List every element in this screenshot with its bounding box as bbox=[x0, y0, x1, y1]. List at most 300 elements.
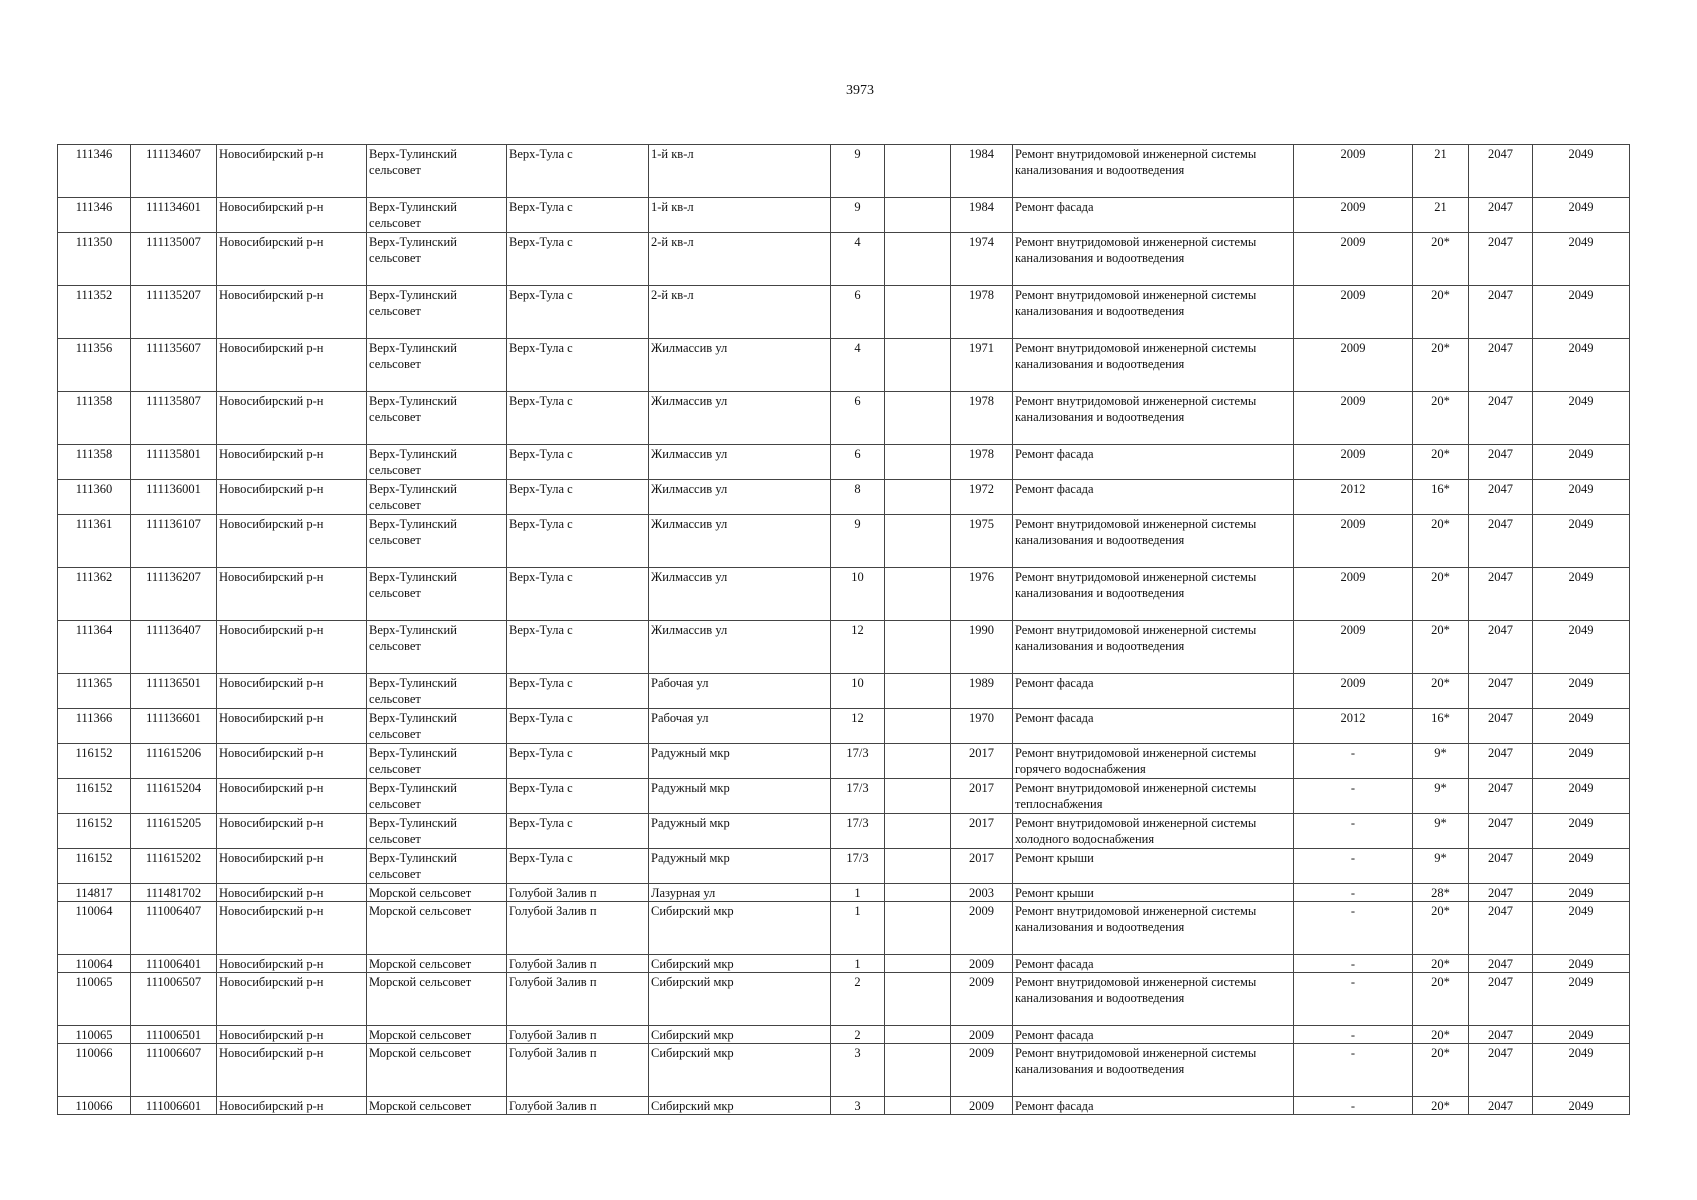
table-row bbox=[58, 392, 1630, 445]
cell-repair-start-year: 2047 bbox=[1469, 744, 1533, 779]
cell-locality: Верх-Тула с bbox=[507, 392, 649, 445]
cell-house-number: 4 bbox=[831, 233, 885, 286]
cell-locality: Голубой Залив п bbox=[507, 1026, 649, 1044]
cell-work-type: Ремонт фасада bbox=[1013, 1097, 1294, 1115]
cell-work-type: Ремонт внутридомовой инженерной системы канализования и водоотведения bbox=[1013, 392, 1294, 445]
cell-house-id: 110064 bbox=[58, 902, 131, 955]
cell-work-type: Ремонт внутридомовой инженерной системы канализования и водоотведения bbox=[1013, 902, 1294, 955]
cell-repair-start-year: 2047 bbox=[1469, 849, 1533, 884]
table-row bbox=[58, 233, 1630, 286]
cell-building bbox=[885, 480, 951, 515]
cell-last-repair-year: 2012 bbox=[1294, 709, 1413, 744]
cell-house-number: 3 bbox=[831, 1097, 885, 1115]
cell-record-id: 111135807 bbox=[131, 392, 217, 445]
cell-work-type: Ремонт внутридомовой инженерной системы канализования и водоотведения bbox=[1013, 233, 1294, 286]
cell-district: Новосибирский р-н bbox=[217, 955, 367, 973]
cell-repair-start-year: 2047 bbox=[1469, 1097, 1533, 1115]
cell-building bbox=[885, 849, 951, 884]
cell-building bbox=[885, 1044, 951, 1097]
cell-house-id: 116152 bbox=[58, 744, 131, 779]
cell-district: Новосибирский р-н bbox=[217, 744, 367, 779]
cell-year-built: 1978 bbox=[951, 392, 1013, 445]
cell-district: Новосибирский р-н bbox=[217, 568, 367, 621]
cell-house-number: 17/3 bbox=[831, 814, 885, 849]
cell-record-id: 111481702 bbox=[131, 884, 217, 902]
cell-repair-start-year: 2047 bbox=[1469, 814, 1533, 849]
cell-locality: Верх-Тула с bbox=[507, 445, 649, 480]
cell-house-number: 17/3 bbox=[831, 744, 885, 779]
cell-settlement: Верх-Тулинский сельсовет bbox=[367, 674, 507, 709]
cell-repair-end-year: 2049 bbox=[1533, 392, 1630, 445]
cell-work-type: Ремонт внутридомовой инженерной системы канализования и водоотведения bbox=[1013, 145, 1294, 198]
cell-repair-start-year: 2047 bbox=[1469, 973, 1533, 1026]
cell-repair-end-year: 2049 bbox=[1533, 515, 1630, 568]
cell-work-type: Ремонт фасада bbox=[1013, 709, 1294, 744]
cell-year-built: 2003 bbox=[951, 884, 1013, 902]
cell-building bbox=[885, 902, 951, 955]
cell-repair-end-year: 2049 bbox=[1533, 849, 1630, 884]
cell-street: Жилмассив ул bbox=[649, 392, 831, 445]
cell-wear-percent: 20* bbox=[1413, 955, 1469, 973]
cell-house-number: 17/3 bbox=[831, 779, 885, 814]
cell-record-id: 111006401 bbox=[131, 955, 217, 973]
table-row bbox=[58, 849, 1630, 884]
cell-repair-start-year: 2047 bbox=[1469, 779, 1533, 814]
cell-house-id: 111356 bbox=[58, 339, 131, 392]
cell-settlement: Морской сельсовет bbox=[367, 973, 507, 1026]
table-row bbox=[58, 955, 1630, 973]
cell-locality: Верх-Тула с bbox=[507, 814, 649, 849]
cell-settlement: Морской сельсовет bbox=[367, 1097, 507, 1115]
cell-wear-percent: 9* bbox=[1413, 814, 1469, 849]
table-row bbox=[58, 1026, 1630, 1044]
cell-house-number: 1 bbox=[831, 955, 885, 973]
cell-wear-percent: 21 bbox=[1413, 145, 1469, 198]
cell-repair-end-year: 2049 bbox=[1533, 1044, 1630, 1097]
cell-record-id: 111136501 bbox=[131, 674, 217, 709]
cell-house-id: 111346 bbox=[58, 145, 131, 198]
cell-house-id: 111350 bbox=[58, 233, 131, 286]
cell-house-number: 3 bbox=[831, 1044, 885, 1097]
cell-year-built: 1976 bbox=[951, 568, 1013, 621]
cell-last-repair-year: - bbox=[1294, 884, 1413, 902]
cell-district: Новосибирский р-н bbox=[217, 480, 367, 515]
cell-settlement: Верх-Тулинский сельсовет bbox=[367, 286, 507, 339]
table-row bbox=[58, 145, 1630, 198]
cell-house-id: 111360 bbox=[58, 480, 131, 515]
table-row bbox=[58, 973, 1630, 1026]
cell-last-repair-year: - bbox=[1294, 902, 1413, 955]
cell-house-id: 110064 bbox=[58, 955, 131, 973]
cell-repair-start-year: 2047 bbox=[1469, 286, 1533, 339]
cell-house-id: 110065 bbox=[58, 973, 131, 1026]
cell-house-id: 111365 bbox=[58, 674, 131, 709]
cell-house-number: 12 bbox=[831, 621, 885, 674]
cell-repair-end-year: 2049 bbox=[1533, 286, 1630, 339]
cell-building bbox=[885, 814, 951, 849]
table-row bbox=[58, 480, 1630, 515]
cell-building bbox=[885, 568, 951, 621]
cell-house-id: 116152 bbox=[58, 779, 131, 814]
cell-repair-start-year: 2047 bbox=[1469, 198, 1533, 233]
cell-work-type: Ремонт внутридомовой инженерной системы теплоснабжения bbox=[1013, 779, 1294, 814]
page-number: 3973 bbox=[846, 83, 874, 98]
cell-house-number: 6 bbox=[831, 445, 885, 480]
cell-year-built: 2009 bbox=[951, 973, 1013, 1026]
cell-work-type: Ремонт фасада bbox=[1013, 1026, 1294, 1044]
cell-house-number: 8 bbox=[831, 480, 885, 515]
cell-record-id: 111135207 bbox=[131, 286, 217, 339]
cell-building bbox=[885, 884, 951, 902]
cell-last-repair-year: - bbox=[1294, 814, 1413, 849]
cell-record-id: 111136001 bbox=[131, 480, 217, 515]
cell-last-repair-year: 2009 bbox=[1294, 515, 1413, 568]
cell-street: Жилмассив ул bbox=[649, 515, 831, 568]
cell-repair-end-year: 2049 bbox=[1533, 480, 1630, 515]
cell-wear-percent: 20* bbox=[1413, 1044, 1469, 1097]
cell-year-built: 2017 bbox=[951, 779, 1013, 814]
cell-repair-end-year: 2049 bbox=[1533, 744, 1630, 779]
cell-work-type: Ремонт внутридомовой инженерной системы канализования и водоотведения bbox=[1013, 339, 1294, 392]
cell-wear-percent: 20* bbox=[1413, 1097, 1469, 1115]
cell-building bbox=[885, 955, 951, 973]
cell-house-id: 111364 bbox=[58, 621, 131, 674]
cell-street: Сибирский мкр bbox=[649, 1026, 831, 1044]
cell-house-id: 111362 bbox=[58, 568, 131, 621]
cell-year-built: 2009 bbox=[951, 1097, 1013, 1115]
cell-wear-percent: 20* bbox=[1413, 515, 1469, 568]
cell-building bbox=[885, 515, 951, 568]
cell-work-type: Ремонт внутридомовой инженерной системы канализования и водоотведения bbox=[1013, 1044, 1294, 1097]
cell-district: Новосибирский р-н bbox=[217, 515, 367, 568]
cell-wear-percent: 16* bbox=[1413, 709, 1469, 744]
table-row bbox=[58, 515, 1630, 568]
cell-repair-start-year: 2047 bbox=[1469, 445, 1533, 480]
cell-repair-start-year: 2047 bbox=[1469, 1026, 1533, 1044]
cell-house-number: 2 bbox=[831, 973, 885, 1026]
cell-settlement: Морской сельсовет bbox=[367, 1044, 507, 1097]
cell-repair-end-year: 2049 bbox=[1533, 198, 1630, 233]
cell-year-built: 2009 bbox=[951, 1026, 1013, 1044]
cell-street: Жилмассив ул bbox=[649, 621, 831, 674]
cell-repair-start-year: 2047 bbox=[1469, 568, 1533, 621]
cell-house-id: 114817 bbox=[58, 884, 131, 902]
cell-settlement: Верх-Тулинский сельсовет bbox=[367, 744, 507, 779]
cell-wear-percent: 20* bbox=[1413, 568, 1469, 621]
cell-house-number: 1 bbox=[831, 884, 885, 902]
cell-wear-percent: 20* bbox=[1413, 902, 1469, 955]
cell-street: Жилмассив ул bbox=[649, 480, 831, 515]
table-row bbox=[58, 621, 1630, 674]
cell-locality: Верх-Тула с bbox=[507, 515, 649, 568]
cell-settlement: Морской сельсовет bbox=[367, 955, 507, 973]
table-row bbox=[58, 568, 1630, 621]
cell-locality: Голубой Залив п bbox=[507, 1097, 649, 1115]
cell-street: 2-й кв-л bbox=[649, 286, 831, 339]
cell-last-repair-year: - bbox=[1294, 1044, 1413, 1097]
cell-house-id: 110065 bbox=[58, 1026, 131, 1044]
cell-last-repair-year: - bbox=[1294, 1097, 1413, 1115]
cell-locality: Голубой Залив п bbox=[507, 973, 649, 1026]
cell-street: Сибирский мкр bbox=[649, 973, 831, 1026]
cell-house-number: 10 bbox=[831, 568, 885, 621]
cell-repair-end-year: 2049 bbox=[1533, 884, 1630, 902]
table-row bbox=[58, 814, 1630, 849]
cell-record-id: 111615202 bbox=[131, 849, 217, 884]
cell-house-number: 9 bbox=[831, 198, 885, 233]
table-row bbox=[58, 1097, 1630, 1115]
cell-locality: Верх-Тула с bbox=[507, 744, 649, 779]
cell-last-repair-year: 2009 bbox=[1294, 621, 1413, 674]
cell-building bbox=[885, 233, 951, 286]
table-row bbox=[58, 779, 1630, 814]
cell-record-id: 111006407 bbox=[131, 902, 217, 955]
cell-work-type: Ремонт фасада bbox=[1013, 955, 1294, 973]
cell-settlement: Верх-Тулинский сельсовет bbox=[367, 621, 507, 674]
cell-house-number: 12 bbox=[831, 709, 885, 744]
repair-registry-table bbox=[57, 144, 1630, 1115]
cell-wear-percent: 20* bbox=[1413, 339, 1469, 392]
cell-house-number: 17/3 bbox=[831, 849, 885, 884]
cell-district: Новосибирский р-н bbox=[217, 709, 367, 744]
cell-record-id: 111615206 bbox=[131, 744, 217, 779]
cell-last-repair-year: 2009 bbox=[1294, 392, 1413, 445]
cell-year-built: 2017 bbox=[951, 849, 1013, 884]
cell-district: Новосибирский р-н bbox=[217, 392, 367, 445]
cell-settlement: Верх-Тулинский сельсовет bbox=[367, 779, 507, 814]
cell-district: Новосибирский р-н bbox=[217, 779, 367, 814]
cell-settlement: Верх-Тулинский сельсовет bbox=[367, 339, 507, 392]
cell-house-id: 111366 bbox=[58, 709, 131, 744]
cell-record-id: 111006607 bbox=[131, 1044, 217, 1097]
cell-district: Новосибирский р-н bbox=[217, 849, 367, 884]
cell-house-id: 110066 bbox=[58, 1097, 131, 1115]
cell-work-type: Ремонт фасада bbox=[1013, 480, 1294, 515]
cell-work-type: Ремонт крыши bbox=[1013, 884, 1294, 902]
cell-last-repair-year: - bbox=[1294, 779, 1413, 814]
cell-repair-start-year: 2047 bbox=[1469, 902, 1533, 955]
cell-building bbox=[885, 392, 951, 445]
cell-record-id: 111136407 bbox=[131, 621, 217, 674]
cell-record-id: 111615204 bbox=[131, 779, 217, 814]
cell-street: Жилмассив ул bbox=[649, 445, 831, 480]
cell-year-built: 2009 bbox=[951, 902, 1013, 955]
cell-repair-start-year: 2047 bbox=[1469, 233, 1533, 286]
cell-locality: Верх-Тула с bbox=[507, 480, 649, 515]
cell-record-id: 111135607 bbox=[131, 339, 217, 392]
cell-building bbox=[885, 445, 951, 480]
cell-repair-start-year: 2047 bbox=[1469, 1044, 1533, 1097]
cell-settlement: Морской сельсовет bbox=[367, 1026, 507, 1044]
cell-settlement: Верх-Тулинский сельсовет bbox=[367, 814, 507, 849]
cell-work-type: Ремонт фасада bbox=[1013, 445, 1294, 480]
cell-building bbox=[885, 286, 951, 339]
cell-record-id: 111136207 bbox=[131, 568, 217, 621]
cell-locality: Голубой Залив п bbox=[507, 955, 649, 973]
cell-year-built: 1975 bbox=[951, 515, 1013, 568]
cell-building bbox=[885, 779, 951, 814]
cell-street: Лазурная ул bbox=[649, 884, 831, 902]
cell-last-repair-year: - bbox=[1294, 973, 1413, 1026]
cell-building bbox=[885, 709, 951, 744]
cell-house-number: 6 bbox=[831, 286, 885, 339]
cell-repair-start-year: 2047 bbox=[1469, 339, 1533, 392]
cell-settlement: Верх-Тулинский сельсовет bbox=[367, 198, 507, 233]
cell-locality: Голубой Залив п bbox=[507, 1044, 649, 1097]
cell-settlement: Верх-Тулинский сельсовет bbox=[367, 515, 507, 568]
cell-year-built: 1970 bbox=[951, 709, 1013, 744]
cell-settlement: Верх-Тулинский сельсовет bbox=[367, 568, 507, 621]
cell-work-type: Ремонт внутридомовой инженерной системы горячего водоснабжения bbox=[1013, 744, 1294, 779]
cell-repair-end-year: 2049 bbox=[1533, 621, 1630, 674]
cell-record-id: 111615205 bbox=[131, 814, 217, 849]
cell-last-repair-year: - bbox=[1294, 955, 1413, 973]
cell-repair-end-year: 2049 bbox=[1533, 1026, 1630, 1044]
cell-year-built: 2017 bbox=[951, 744, 1013, 779]
cell-repair-end-year: 2049 bbox=[1533, 1097, 1630, 1115]
cell-year-built: 1989 bbox=[951, 674, 1013, 709]
cell-last-repair-year: 2009 bbox=[1294, 198, 1413, 233]
cell-district: Новосибирский р-н bbox=[217, 1044, 367, 1097]
cell-wear-percent: 9* bbox=[1413, 849, 1469, 884]
cell-settlement: Морской сельсовет bbox=[367, 884, 507, 902]
cell-settlement: Верх-Тулинский сельсовет bbox=[367, 233, 507, 286]
cell-locality: Верх-Тула с bbox=[507, 339, 649, 392]
cell-building bbox=[885, 674, 951, 709]
cell-district: Новосибирский р-н bbox=[217, 884, 367, 902]
cell-street: Сибирский мкр bbox=[649, 902, 831, 955]
cell-settlement: Верх-Тулинский сельсовет bbox=[367, 392, 507, 445]
cell-locality: Верх-Тула с bbox=[507, 568, 649, 621]
cell-locality: Верх-Тула с bbox=[507, 621, 649, 674]
cell-year-built: 1984 bbox=[951, 145, 1013, 198]
table-row bbox=[58, 339, 1630, 392]
cell-record-id: 111134607 bbox=[131, 145, 217, 198]
cell-repair-start-year: 2047 bbox=[1469, 621, 1533, 674]
cell-year-built: 1978 bbox=[951, 445, 1013, 480]
table-row bbox=[58, 709, 1630, 744]
cell-district: Новосибирский р-н bbox=[217, 445, 367, 480]
cell-repair-start-year: 2047 bbox=[1469, 709, 1533, 744]
cell-record-id: 111134601 bbox=[131, 198, 217, 233]
cell-wear-percent: 20* bbox=[1413, 621, 1469, 674]
cell-wear-percent: 20* bbox=[1413, 973, 1469, 1026]
cell-work-type: Ремонт внутридомовой инженерной системы канализования и водоотведения bbox=[1013, 621, 1294, 674]
cell-house-id: 111352 bbox=[58, 286, 131, 339]
cell-repair-end-year: 2049 bbox=[1533, 902, 1630, 955]
cell-district: Новосибирский р-н bbox=[217, 1026, 367, 1044]
cell-district: Новосибирский р-н bbox=[217, 973, 367, 1026]
cell-repair-end-year: 2049 bbox=[1533, 955, 1630, 973]
cell-house-id: 116152 bbox=[58, 849, 131, 884]
cell-street: Жилмассив ул bbox=[649, 568, 831, 621]
cell-last-repair-year: 2009 bbox=[1294, 339, 1413, 392]
cell-record-id: 111006501 bbox=[131, 1026, 217, 1044]
cell-district: Новосибирский р-н bbox=[217, 198, 367, 233]
cell-last-repair-year: 2012 bbox=[1294, 480, 1413, 515]
cell-last-repair-year: 2009 bbox=[1294, 568, 1413, 621]
cell-repair-start-year: 2047 bbox=[1469, 955, 1533, 973]
cell-year-built: 1974 bbox=[951, 233, 1013, 286]
cell-street: 1-й кв-л bbox=[649, 145, 831, 198]
cell-street: Радужный мкр bbox=[649, 744, 831, 779]
cell-wear-percent: 20* bbox=[1413, 1026, 1469, 1044]
cell-building bbox=[885, 1097, 951, 1115]
cell-last-repair-year: 2009 bbox=[1294, 233, 1413, 286]
cell-locality: Верх-Тула с bbox=[507, 709, 649, 744]
cell-year-built: 1971 bbox=[951, 339, 1013, 392]
cell-repair-start-year: 2047 bbox=[1469, 145, 1533, 198]
cell-street: Радужный мкр bbox=[649, 814, 831, 849]
cell-last-repair-year: 2009 bbox=[1294, 674, 1413, 709]
cell-street: Сибирский мкр bbox=[649, 1044, 831, 1097]
cell-repair-end-year: 2049 bbox=[1533, 814, 1630, 849]
cell-record-id: 111135007 bbox=[131, 233, 217, 286]
cell-record-id: 111136601 bbox=[131, 709, 217, 744]
cell-house-id: 111361 bbox=[58, 515, 131, 568]
cell-district: Новосибирский р-н bbox=[217, 902, 367, 955]
cell-locality: Верх-Тула с bbox=[507, 849, 649, 884]
table-row bbox=[58, 744, 1630, 779]
cell-house-number: 2 bbox=[831, 1026, 885, 1044]
cell-work-type: Ремонт внутридомовой инженерной системы холодного водоснабжения bbox=[1013, 814, 1294, 849]
cell-year-built: 1984 bbox=[951, 198, 1013, 233]
cell-district: Новосибирский р-н bbox=[217, 1097, 367, 1115]
cell-repair-start-year: 2047 bbox=[1469, 480, 1533, 515]
cell-wear-percent: 28* bbox=[1413, 884, 1469, 902]
cell-work-type: Ремонт фасада bbox=[1013, 198, 1294, 233]
cell-repair-end-year: 2049 bbox=[1533, 674, 1630, 709]
cell-district: Новосибирский р-н bbox=[217, 814, 367, 849]
cell-year-built: 1972 bbox=[951, 480, 1013, 515]
cell-street: Радужный мкр bbox=[649, 849, 831, 884]
cell-wear-percent: 9* bbox=[1413, 744, 1469, 779]
cell-district: Новосибирский р-н bbox=[217, 233, 367, 286]
cell-house-number: 10 bbox=[831, 674, 885, 709]
cell-street: Жилмассив ул bbox=[649, 339, 831, 392]
table-row bbox=[58, 674, 1630, 709]
cell-work-type: Ремонт фасада bbox=[1013, 674, 1294, 709]
cell-house-number: 9 bbox=[831, 515, 885, 568]
cell-repair-end-year: 2049 bbox=[1533, 233, 1630, 286]
cell-work-type: Ремонт внутридомовой инженерной системы канализования и водоотведения bbox=[1013, 515, 1294, 568]
cell-work-type: Ремонт внутридомовой инженерной системы канализования и водоотведения bbox=[1013, 973, 1294, 1026]
cell-district: Новосибирский р-н bbox=[217, 145, 367, 198]
cell-street: Сибирский мкр bbox=[649, 1097, 831, 1115]
cell-record-id: 111006601 bbox=[131, 1097, 217, 1115]
cell-last-repair-year: 2009 bbox=[1294, 145, 1413, 198]
cell-wear-percent: 16* bbox=[1413, 480, 1469, 515]
cell-last-repair-year: - bbox=[1294, 744, 1413, 779]
cell-district: Новосибирский р-н bbox=[217, 621, 367, 674]
cell-building bbox=[885, 1026, 951, 1044]
cell-district: Новосибирский р-н bbox=[217, 339, 367, 392]
cell-house-id: 111358 bbox=[58, 445, 131, 480]
cell-locality: Верх-Тула с bbox=[507, 674, 649, 709]
cell-settlement: Верх-Тулинский сельсовет bbox=[367, 445, 507, 480]
cell-record-id: 111006507 bbox=[131, 973, 217, 1026]
cell-building bbox=[885, 621, 951, 674]
cell-settlement: Верх-Тулинский сельсовет bbox=[367, 480, 507, 515]
cell-repair-start-year: 2047 bbox=[1469, 674, 1533, 709]
cell-locality: Голубой Залив п bbox=[507, 884, 649, 902]
table-row bbox=[58, 1044, 1630, 1097]
cell-district: Новосибирский р-н bbox=[217, 674, 367, 709]
cell-repair-start-year: 2047 bbox=[1469, 392, 1533, 445]
cell-street: Рабочая ул bbox=[649, 709, 831, 744]
cell-repair-start-year: 2047 bbox=[1469, 884, 1533, 902]
cell-house-number: 6 bbox=[831, 392, 885, 445]
